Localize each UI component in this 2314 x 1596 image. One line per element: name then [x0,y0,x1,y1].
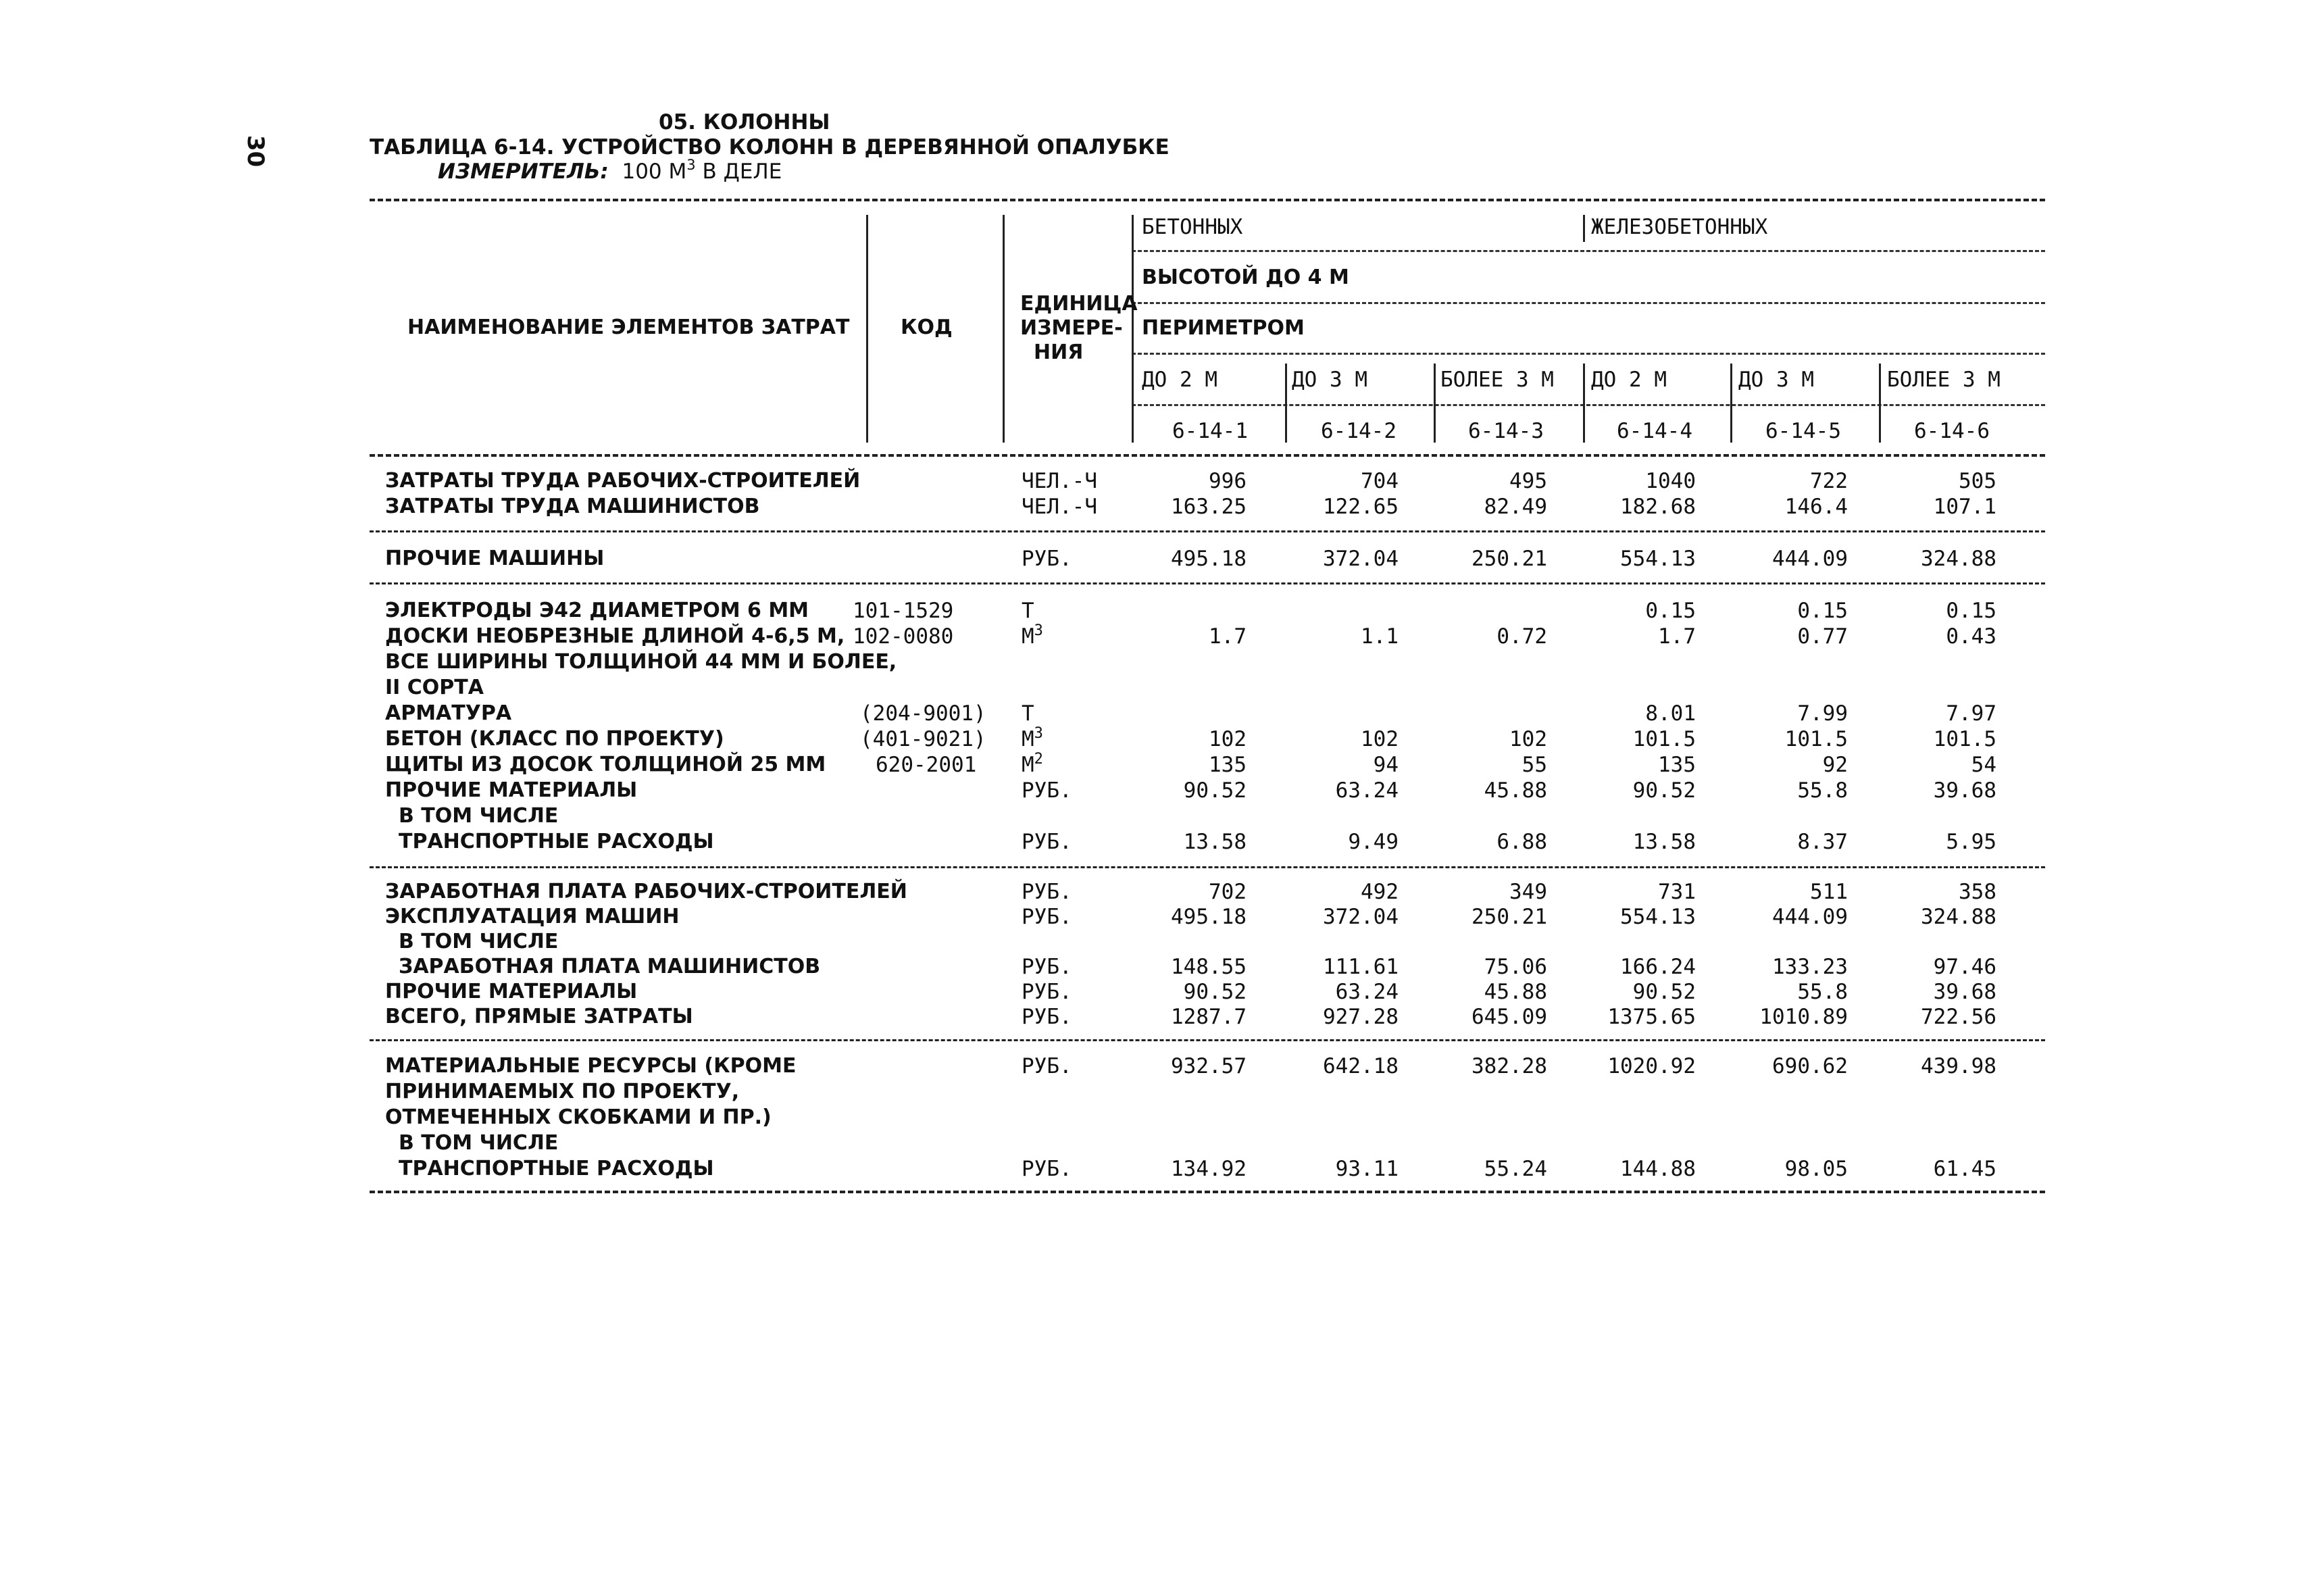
head-group-reinforced: ЖЕЛЕЗОБЕТОННЫХ [1591,215,1768,239]
row-name-other-materials-2: ПРОЧИЕ МАТЕРИАЛЫ [385,980,638,1003]
value-cell: 8.37 [1797,830,1848,854]
value-cell: 98.05 [1784,1157,1848,1181]
value-cell: 144.88 [1620,1157,1696,1181]
row-unit-concrete-base: М [1022,727,1034,751]
table-top-rule [370,199,2045,201]
value-cell: 134.92 [1171,1157,1247,1181]
head-code-6: 6-14-6 [1914,419,1990,443]
row-unit-machine-operation: РУБ. [1022,905,1072,929]
page-number: 30 [242,135,269,168]
group-rule-3 [370,866,2045,868]
row-name-labor-workers: ЗАТРАТЫ ТРУДА РАБОЧИХ-СТРОИТЕЛЕЙ [385,469,861,493]
value-cell: 927.28 [1323,1005,1399,1029]
row-name-electrodes: ЭЛЕКТРОДЫ Э42 ДИАМЕТРОМ 6 ММ [385,599,809,622]
row-unit-panels-base: М [1022,753,1034,777]
value-cell: 55 [1521,753,1547,777]
measure-tail: В ДЕЛЕ [702,159,782,184]
head-range-1: ДО 2 М [1142,368,1217,392]
value-cell: 61.45 [1933,1157,1996,1181]
row-name-material-resources-3: ОТМЕЧЕННЫХ СКОБКАМИ И ПР.) [385,1105,772,1129]
row-unit-rebar: Т [1022,701,1034,726]
value-cell: 349 [1509,880,1547,904]
head-code-col: КОД [901,316,953,339]
value-cell: 1010.89 [1759,1005,1848,1029]
value-cell: 690.62 [1772,1054,1848,1078]
value-cell: 7.97 [1946,701,1996,726]
row-unit-transport-2: РУБ. [1022,1157,1072,1181]
head-unit-col-1: ЕДИНИЦА [1020,292,1138,316]
value-cell: 135 [1209,753,1247,777]
value-cell: 90.52 [1183,778,1247,803]
value-cell: 7.99 [1797,701,1848,726]
value-cell: 94 [1373,753,1399,777]
head-perimeter: ПЕРИМЕТРОМ [1142,316,1305,340]
row-code-panels: 620-2001 [876,753,977,777]
head-divider-col4 [1583,364,1585,443]
value-cell: 45.88 [1484,778,1547,803]
head-name-col: НАИМЕНОВАНИЕ ЭЛЕМЕНТОВ ЗАТРАТ [407,316,850,339]
value-cell: 1.1 [1361,624,1399,649]
value-cell: 554.13 [1620,905,1696,929]
row-name-material-resources-2: ПРИНИМАЕМЫХ ПО ПРОЕКТУ, [385,1080,740,1103]
value-cell: 0.15 [1645,599,1696,623]
row-code-electrodes: 101-1529 [853,599,954,623]
row-unit-labor-operators: ЧЕЛ.-Ч [1022,495,1097,519]
value-cell: 102 [1209,727,1247,751]
head-divider-col2 [1285,364,1287,443]
value-cell: 0.77 [1797,624,1848,649]
row-name-other-materials: ПРОЧИЕ МАТЕРИАЛЫ [385,778,638,802]
value-cell: 63.24 [1335,980,1399,1004]
value-cell: 54 [1971,753,1996,777]
row-unit-panels [1022,753,1043,777]
value-cell: 163.25 [1171,495,1247,519]
head-divider-unit [1132,215,1134,443]
value-cell: 495.18 [1171,905,1247,929]
head-code-1: 6-14-1 [1172,419,1248,443]
value-cell: 996 [1209,469,1247,493]
value-cell: 1020.92 [1607,1054,1696,1078]
value-cell: 111.61 [1323,955,1399,979]
row-unit-other-materials-2: РУБ. [1022,980,1072,1004]
value-cell: 702 [1209,880,1247,904]
value-cell: 439.98 [1921,1054,1996,1078]
value-cell: 101.5 [1784,727,1848,751]
group-rule-1 [370,530,2045,532]
value-cell: 9.49 [1348,830,1399,854]
value-cell: 0.15 [1946,599,1996,623]
value-cell: 45.88 [1484,980,1547,1004]
value-cell: 1040 [1645,469,1696,493]
measure-line [438,159,782,184]
value-cell: 166.24 [1620,955,1696,979]
value-cell: 250.21 [1472,547,1547,571]
value-cell: 932.57 [1171,1054,1247,1078]
value-cell: 505 [1959,469,1996,493]
table-title: ТАБЛИЦА 6-14. УСТРОЙСТВО КОЛОНН В ДЕРЕВЯННОЙ ОПАЛУБКЕ [370,135,1169,159]
value-cell: 372.04 [1323,905,1399,929]
value-cell: 75.06 [1484,955,1547,979]
value-cell: 0.15 [1797,599,1848,623]
value-cell: 13.58 [1183,830,1247,854]
row-name-transport-2: ТРАНСПОРТНЫЕ РАСХОДЫ [399,1157,714,1180]
row-name-boards-2: ВСЕ ШИРИНЫ ТОЛЩИНОЙ 44 ММ И БОЛЕЕ, [385,650,897,674]
value-cell: 101.5 [1632,727,1696,751]
row-name-panels: ЩИТЫ ИЗ ДОСОК ТОЛЩИНОЙ 25 ММ [385,753,826,776]
row-name-wages-workers: ЗАРАБОТНАЯ ПЛАТА РАБОЧИХ-СТРОИТЕЛЕЙ [385,880,907,903]
head-range-6: БОЛЕЕ 3 М [1887,368,2001,392]
value-cell: 554.13 [1620,547,1696,571]
value-cell: 107.1 [1933,495,1996,519]
row-name-boards-1: ДОСКИ НЕОБРЕЗНЫЕ ДЛИНОЙ 4-6,5 М, [385,624,845,648]
value-cell: 642.18 [1323,1054,1399,1078]
value-cell: 1.7 [1209,624,1247,649]
row-unit-boards-base: М [1022,624,1034,649]
row-unit-material-resources: РУБ. [1022,1054,1072,1078]
value-cell: 101.5 [1933,727,1996,751]
head-range-4: ДО 2 М [1591,368,1667,392]
value-cell: 135 [1658,753,1696,777]
row-name-incl-2: В ТОМ ЧИСЛЕ [399,930,559,953]
head-height: ВЫСОТОЙ ДО 4 М [1142,266,1349,289]
row-name-incl-3: В ТОМ ЧИСЛЕ [399,1131,559,1155]
row-unit-concrete [1022,727,1043,751]
value-cell: 13.58 [1632,830,1696,854]
head-divider-col3 [1434,364,1436,443]
row-code-boards: 102-0080 [853,624,954,649]
row-name-material-resources-1: МАТЕРИАЛЬНЫЕ РЕСУРСЫ (КРОМЕ [385,1054,797,1078]
row-unit-transport-1: РУБ. [1022,830,1072,854]
value-cell: 97.46 [1933,955,1996,979]
value-cell: 148.55 [1171,955,1247,979]
value-cell: 492 [1361,880,1399,904]
row-name-machine-operation: ЭКСПЛУАТАЦИЯ МАШИН [385,905,680,928]
row-name-incl-1: В ТОМ ЧИСЛЕ [399,804,559,828]
row-unit-other-machines: РУБ. [1022,547,1072,571]
value-cell: 0.72 [1496,624,1547,649]
value-cell: 92 [1822,753,1848,777]
row-unit-concrete-sup: 3 [1034,725,1043,742]
table-bottom-rule [370,1191,2045,1193]
row-unit-other-materials: РУБ. [1022,778,1072,803]
value-cell: 90.52 [1183,980,1247,1004]
value-cell: 6.88 [1496,830,1547,854]
value-cell: 645.09 [1472,1005,1547,1029]
group-rule-4 [370,1039,2045,1041]
value-cell: 372.04 [1323,547,1399,571]
value-cell: 444.09 [1772,905,1848,929]
head-range-3: БОЛЕЕ 3 М [1440,368,1554,392]
value-cell: 324.88 [1921,547,1996,571]
head-divider-code [1003,215,1005,443]
value-cell: 8.01 [1645,701,1696,726]
value-cell: 55.8 [1797,980,1848,1004]
row-name-total-direct: ВСЕГО, ПРЯМЫЕ ЗАТРАТЫ [385,1005,693,1028]
row-name-labor-operators: ЗАТРАТЫ ТРУДА МАШИНИСТОВ [385,495,760,518]
value-cell: 1375.65 [1607,1005,1696,1029]
value-cell: 324.88 [1921,905,1996,929]
row-code-concrete: (401-9021) [860,727,986,751]
value-cell: 39.68 [1933,778,1996,803]
header-bottom-rule [370,454,2045,457]
group-rule-2 [370,582,2045,584]
value-cell: 731 [1658,880,1696,904]
row-unit-boards-sup: 3 [1034,622,1043,639]
row-unit-labor-workers: ЧЕЛ.-Ч [1022,469,1097,493]
value-cell: 122.65 [1323,495,1399,519]
section-title: 05. КОЛОННЫ [659,110,830,134]
row-unit-wages-workers: РУБ. [1022,880,1072,904]
measure-label: ИЗМЕРИТЕЛЬ: [438,159,609,184]
value-cell: 55.24 [1484,1157,1547,1181]
head-unit-col-3: НИЯ [1034,341,1084,364]
head-code-3: 6-14-3 [1468,419,1544,443]
row-unit-electrodes: Т [1022,599,1034,623]
value-cell: 90.52 [1632,778,1696,803]
row-unit-panels-sup: 2 [1034,751,1043,768]
head-rule-b [1132,302,2045,304]
measure-value: 100 М [622,159,687,184]
head-code-4: 6-14-4 [1617,419,1692,443]
head-unit-col-2: ИЗМЕРЕ- [1020,316,1123,340]
value-cell: 1.7 [1658,624,1696,649]
value-cell: 1287.7 [1171,1005,1247,1029]
value-cell: 250.21 [1472,905,1547,929]
value-cell: 102 [1361,727,1399,751]
head-range-5: ДО 3 М [1738,368,1814,392]
value-cell: 722 [1810,469,1848,493]
row-name-concrete: БЕТОН (КЛАСС ПО ПРОЕКТУ) [385,727,724,751]
value-cell: 90.52 [1632,980,1696,1004]
value-cell: 444.09 [1772,547,1848,571]
value-cell: 182.68 [1620,495,1696,519]
head-divider-name [866,215,868,443]
head-rule-d [1132,404,2045,406]
value-cell: 495.18 [1171,547,1247,571]
value-cell: 55.8 [1797,778,1848,803]
value-cell: 5.95 [1946,830,1996,854]
value-cell: 382.28 [1472,1054,1547,1078]
head-range-2: ДО 3 М [1292,368,1367,392]
value-cell: 495 [1509,469,1547,493]
value-cell: 146.4 [1784,495,1848,519]
measure-sup: 3 [686,157,696,173]
row-name-boards-3: II СОРТА [385,676,484,699]
value-cell: 39.68 [1933,980,1996,1004]
head-rule-a [1132,250,2045,252]
head-code-2: 6-14-2 [1321,419,1397,443]
head-rule-c [1132,353,2045,355]
row-name-wages-operators: ЗАРАБОТНАЯ ПЛАТА МАШИНИСТОВ [399,955,821,978]
value-cell: 63.24 [1335,778,1399,803]
head-code-5: 6-14-5 [1765,419,1841,443]
row-unit-total-direct: РУБ. [1022,1005,1072,1029]
head-divider-group [1583,215,1585,242]
value-cell: 0.43 [1946,624,1996,649]
row-name-other-machines: ПРОЧИЕ МАШИНЫ [385,547,605,570]
value-cell: 704 [1361,469,1399,493]
value-cell: 102 [1509,727,1547,751]
value-cell: 722.56 [1921,1005,1996,1029]
value-cell: 133.23 [1772,955,1848,979]
value-cell: 82.49 [1484,495,1547,519]
row-code-rebar: (204-9001) [860,701,986,726]
head-divider-col6 [1879,364,1881,443]
head-divider-col5 [1730,364,1732,443]
value-cell: 358 [1959,880,1996,904]
row-name-rebar: АРМАТУРА [385,701,512,725]
value-cell: 511 [1810,880,1848,904]
row-unit-wages-operators: РУБ. [1022,955,1072,979]
row-unit-boards [1022,624,1043,649]
head-group-concrete: БЕТОННЫХ [1142,215,1243,239]
value-cell: 93.11 [1335,1157,1399,1181]
row-name-transport-1: ТРАНСПОРТНЫЕ РАСХОДЫ [399,830,714,853]
